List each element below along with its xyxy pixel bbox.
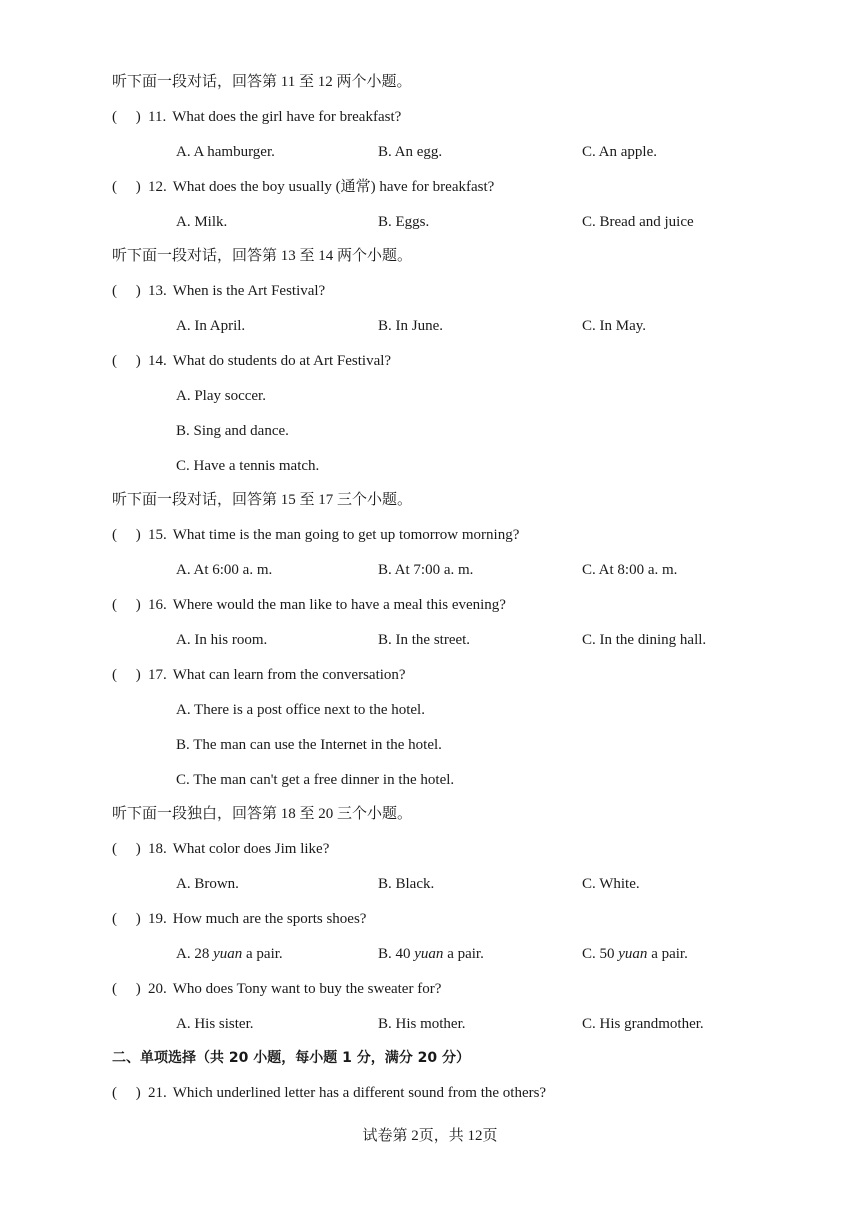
option-c-prefix: C. 50 [582, 946, 619, 962]
question-text: What time is the man going to get up tomorrow morning? [172, 527, 520, 543]
question-text: What do students do at Art Festival? [172, 353, 392, 369]
answer-paren: ( ) [112, 911, 141, 927]
option-c: C. Bread and juice [582, 214, 694, 230]
question-number: 12. [148, 179, 167, 195]
option-c [582, 944, 688, 964]
option-b: B. Sing and dance. [176, 423, 289, 439]
question-number: 20. [148, 981, 167, 997]
question-17 [112, 665, 406, 685]
question-number: 14. [148, 353, 167, 369]
option-b-unit: yuan [414, 946, 444, 962]
option-a-unit: yuan [213, 946, 243, 962]
option-b: B. In June. [378, 318, 443, 334]
answer-paren: ( ) [112, 841, 141, 857]
question-text: When is the Art Festival? [172, 283, 326, 299]
question-number: 11. [148, 109, 167, 125]
question-16 [112, 595, 506, 615]
instruction-18-20: 听下面一段独白，回答第 18 至 20 三个小题。 [112, 806, 413, 822]
option-a: A. His sister. [176, 1016, 254, 1032]
question-text: Where would the man like to have a meal this evening? [172, 597, 506, 613]
question-number: 19. [148, 911, 167, 927]
option-c: C. In the dining hall. [582, 632, 707, 648]
option-b-prefix: B. 40 [378, 946, 415, 962]
option-a: A. At 6:00 a. m. [176, 562, 273, 578]
option-c: C. An apple. [582, 144, 657, 160]
answer-paren: ( ) [112, 981, 141, 997]
option-b: B. Black. [378, 876, 435, 892]
instruction-13-14: 听下面一段对话，回答第 13 至 14 两个小题。 [112, 248, 413, 264]
question-12 [112, 177, 494, 197]
option-c-unit: yuan [618, 946, 648, 962]
question-number: 17. [148, 667, 167, 683]
option-b [378, 944, 484, 964]
option-a: A. There is a post office next to the hotel. [176, 702, 425, 718]
question-text: What can learn from the conversation? [172, 667, 406, 683]
question-number: 16. [148, 597, 167, 613]
question-text: What color does Jim like? [172, 841, 330, 857]
question-number: 13. [148, 283, 167, 299]
instruction-11-12: 听下面一段对话，回答第 11 至 12 两个小题。 [112, 74, 412, 90]
option-b: B. An egg. [378, 144, 443, 160]
option-b: B. The man can use the Internet in the hotel. [176, 737, 442, 753]
option-c: C. The man can't get a free dinner in the hotel. [176, 772, 455, 788]
question-14 [112, 351, 391, 371]
question-15 [112, 525, 519, 545]
option-a: A. Milk. [176, 214, 228, 230]
question-19 [112, 909, 366, 929]
question-18 [112, 839, 329, 859]
option-a: A. In his room. [176, 632, 268, 648]
answer-paren: ( ) [112, 283, 141, 299]
option-a: A. Brown. [176, 876, 239, 892]
question-11 [112, 107, 401, 127]
question-text: Who does Tony want to buy the sweater for? [172, 981, 442, 997]
option-a: A. A hamburger. [176, 144, 275, 160]
option-b: B. At 7:00 a. m. [378, 562, 474, 578]
answer-paren: ( ) [112, 667, 141, 683]
option-b: B. Eggs. [378, 214, 430, 230]
answer-paren: ( ) [112, 1085, 141, 1101]
answer-paren: ( ) [112, 597, 141, 613]
question-text: How much are the sports shoes? [172, 911, 367, 927]
option-b: B. His mother. [378, 1016, 466, 1032]
question-number: 21. [148, 1085, 167, 1101]
option-a [176, 944, 283, 964]
question-number: 18. [148, 841, 167, 857]
option-c: C. In May. [582, 318, 647, 334]
answer-paren: ( ) [112, 179, 141, 195]
option-b: B. In the street. [378, 632, 471, 648]
question-text: What does the girl have for breakfast? [172, 109, 402, 125]
question-number: 15. [148, 527, 167, 543]
option-a-suffix: a pair. [242, 946, 283, 962]
answer-paren: ( ) [112, 527, 141, 543]
option-a: A. In April. [176, 318, 246, 334]
option-b-suffix: a pair. [443, 946, 484, 962]
question-text: Which underlined letter has a different sound from the others? [172, 1085, 547, 1101]
answer-paren: ( ) [112, 109, 141, 125]
option-a-prefix: A. 28 [176, 946, 214, 962]
option-c: C. At 8:00 a. m. [582, 562, 678, 578]
section-2-heading: 二、单项选择（共 20 小题，每小题 1 分，满分 20 分） [112, 1050, 470, 1066]
option-a: A. Play soccer. [176, 388, 266, 404]
instruction-15-17: 听下面一段对话，回答第 15 至 17 三个小题。 [112, 492, 413, 508]
option-c: C. White. [582, 876, 640, 892]
question-21 [112, 1083, 546, 1103]
question-20 [112, 979, 441, 999]
question-13 [112, 281, 325, 301]
answer-paren: ( ) [112, 353, 141, 369]
option-c-suffix: a pair. [647, 946, 688, 962]
page-footer: 试卷第 2页，共 12页 [362, 1128, 498, 1144]
question-text: What does the boy usually (通常) have for breakfast? [172, 179, 495, 195]
option-c: C. Have a tennis match. [176, 458, 320, 474]
option-c: C. His grandmother. [582, 1016, 704, 1032]
